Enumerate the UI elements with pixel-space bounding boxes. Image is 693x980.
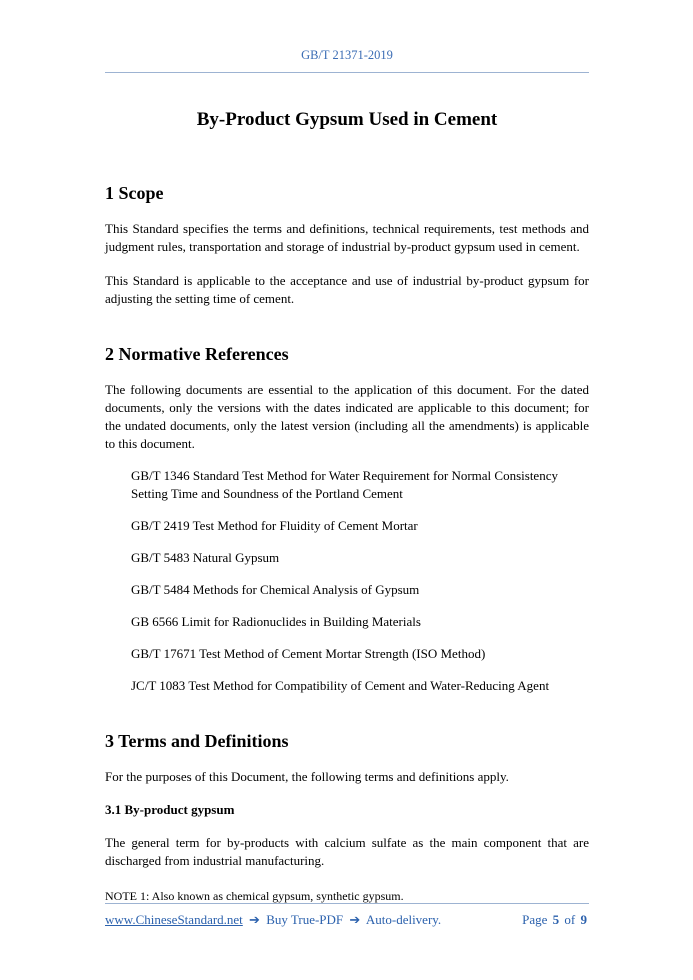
footer-delivery-label: Auto-delivery. [365,912,442,927]
normative-reference-list [105,467,589,695]
reference-item: GB/T 5483 Natural Gypsum [131,550,280,565]
header-doc-number: GB/T 21371-2019 [301,48,393,62]
footer-site-link[interactable]: www.ChineseStandard.net [105,912,243,927]
footer-page-current: 5 [552,912,560,927]
reference-item: GB/T 17671 Test Method of Cement Mortar Strength (ISO Method) [131,646,486,661]
reference-item: GB/T 1346 Standard Test Method for Water Requirement for Normal Consistency Setting Time and Soundness of the Portland Cement [131,468,558,501]
reference-item: JC/T 1083 Test Method for Compatibility of Cement and Water-Reducing Agent [131,678,550,693]
term-31-definition: The general term for by-products with calcium sulfate as the main component that are discharged from industrial manufacturing. [105,835,589,868]
scope-paragraph-1: This Standard specifies the terms and definitions, technical requirements, test methods and judgment rules, transportation and storage of industrial by-product gypsum used in cement. [105,221,589,254]
footer-of-label: of [564,912,576,927]
arrow-icon: ➔ [349,912,361,927]
reference-item: GB/T 5484 Methods for Chemical Analysis of Gypsum [131,582,420,597]
term-31-heading: 3.1 By-product gypsum [105,802,235,817]
scope-paragraph-2: This Standard is applicable to the acceptance and use of industrial by-product gypsum for adjusting the setting time of cement. [105,273,589,306]
section-heading-scope: 1 Scope [105,183,164,203]
terms-intro-paragraph: For the purposes of this Document, the following terms and definitions apply. [105,769,509,784]
footer-page-label: Page [522,912,548,927]
footer-left [105,912,441,928]
section-heading-normative-references: 2 Normative References [105,344,289,364]
document-title: By-Product Gypsum Used in Cement [196,109,498,130]
normative-intro-paragraph: The following documents are essential to the application of this document. For the dated documents, only the versions with the dates indicated are applicable to this document; for the undated documents, only the latest version (including all the amendments) is applicable to this document. [105,382,589,451]
arrow-icon: ➔ [249,912,260,927]
header-rule [105,72,589,73]
page-content [105,0,589,904]
reference-item: GB 6566 Limit for Radionuclides in Building Materials [131,614,421,629]
footer-page-total: 9 [580,912,587,927]
footer-page-indicator [522,912,589,928]
footer-buy-label: Buy True-PDF [266,912,344,927]
page-footer [105,903,589,928]
section-heading-terms-definitions: 3 Terms and Definitions [105,731,289,751]
term-31-note: NOTE 1: Also known as chemical gypsum, synthetic gypsum. [105,889,404,903]
reference-item: GB/T 2419 Test Method for Fluidity of Cement Mortar [131,518,418,533]
page-header [105,0,589,63]
